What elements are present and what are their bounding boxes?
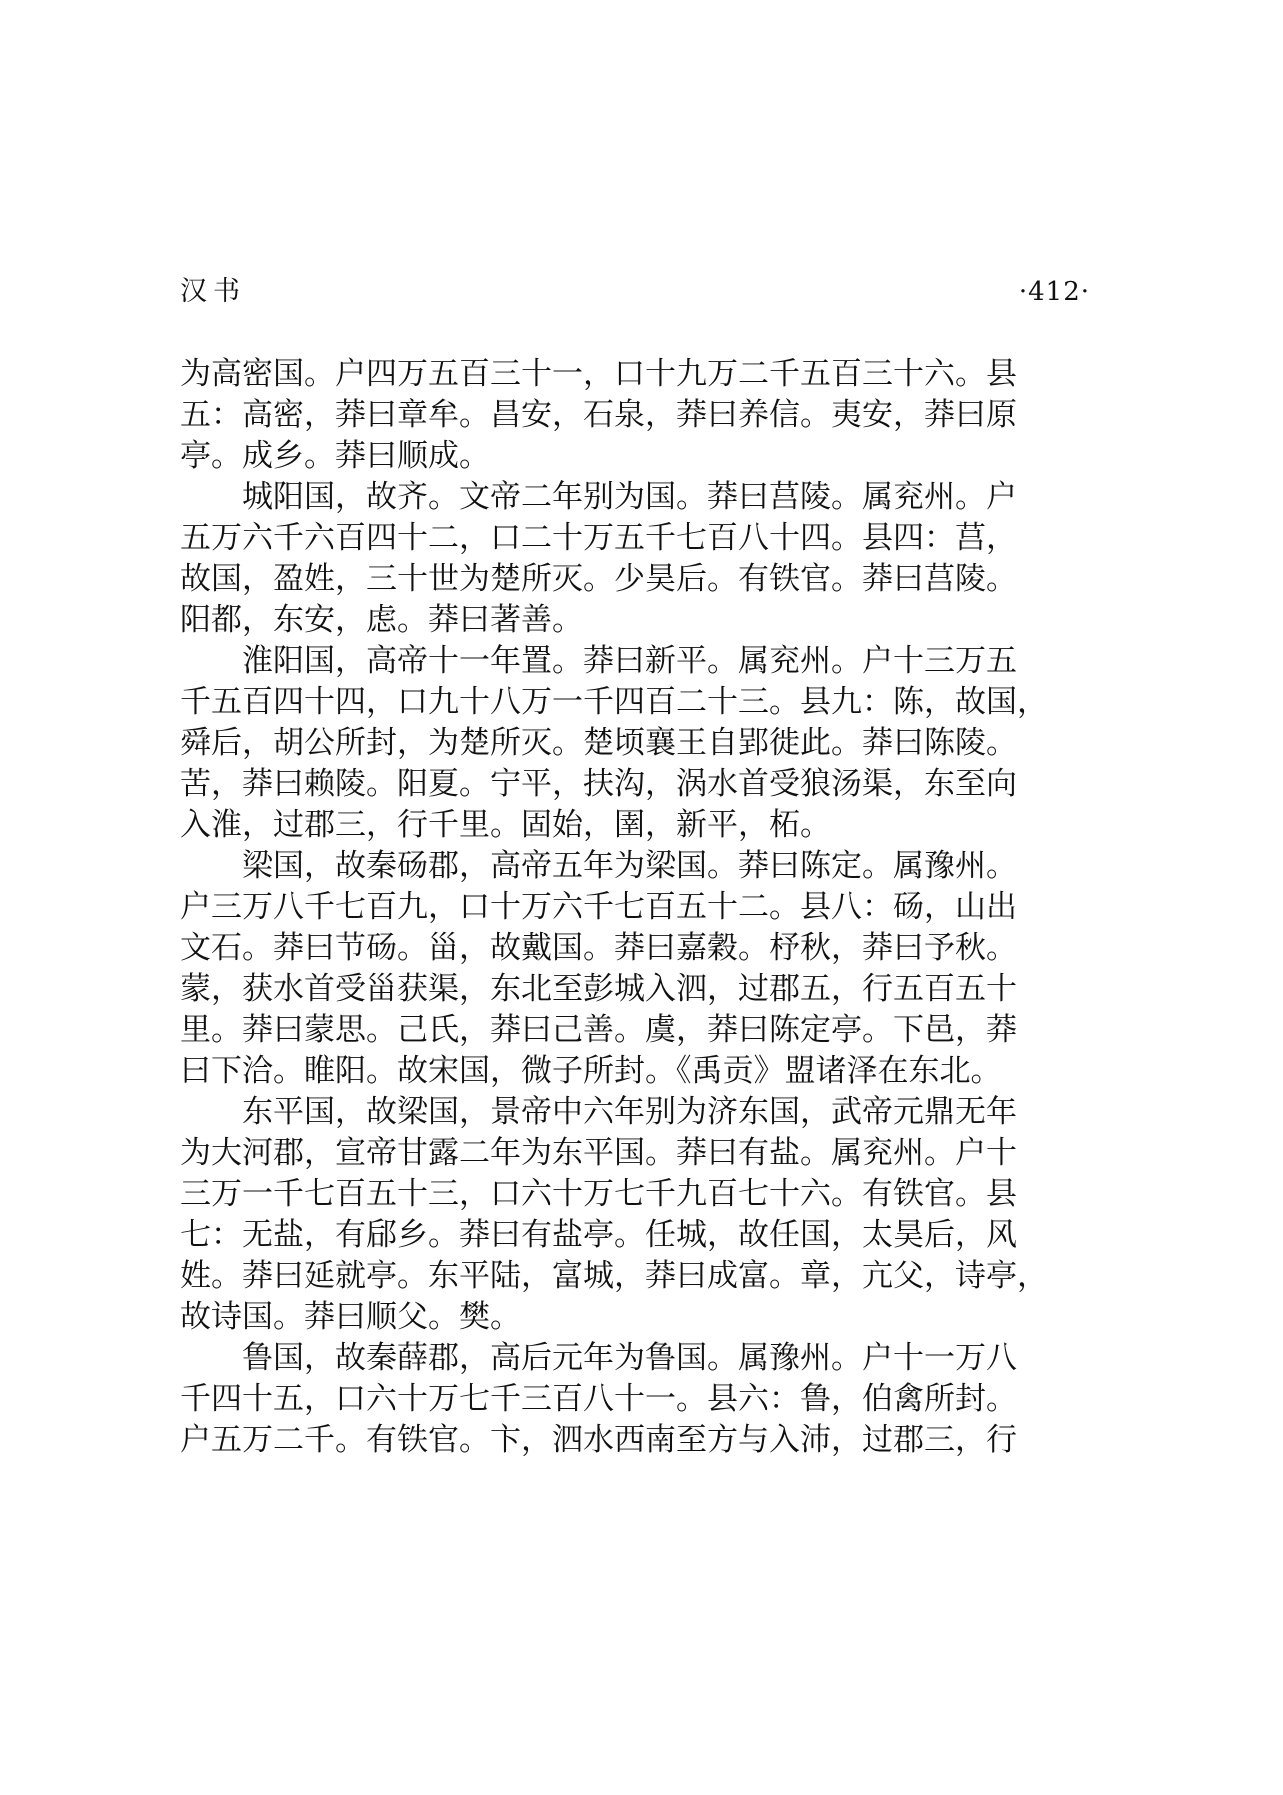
book-title: 汉书 <box>180 276 246 307</box>
page-number: ·412· <box>1018 277 1090 307</box>
text-line: 鲁国，故秦薛郡，高后元年为鲁国。属豫州。户十一万八 <box>180 1340 1017 1376</box>
text-line: 入淮，过郡三，行千里。固始，圉，新平，柘。 <box>180 807 831 843</box>
text-line: 阳都，东安，虑。莽曰著善。 <box>180 602 583 638</box>
text-line: 曰下洽。睢阳。故宋国，微子所封。《禹贡》盟诸泽在东北。 <box>180 1053 1002 1089</box>
text-line: 为大河郡，宣帝甘露二年为东平国。莽曰有盐。属兖州。户十 <box>180 1135 1017 1171</box>
text-line: 为高密国。户四万五百三十一，口十九万二千五百三十六。县 <box>180 356 1017 392</box>
text-line: 文石。莽曰节砀。甾，故戴国。莽曰嘉穀。杼秋，莽曰予秋。 <box>180 930 1017 966</box>
text-line: 亭。成乡。莽曰顺成。 <box>180 438 490 474</box>
text-line: 苦，莽曰赖陵。阳夏。宁平，扶沟，涡水首受狼汤渠，东至向 <box>180 766 1017 802</box>
text-line: 姓。莽曰延就亭。东平陆，富城，莽曰成富。章，亢父，诗亭， <box>180 1258 1048 1294</box>
text-line: 三万一千七百五十三，口六十万七千九百七十六。有铁官。县 <box>180 1176 1017 1212</box>
body-text <box>180 354 1100 1461</box>
text-line: 千五百四十四，口九十八万一千四百二十三。县九：陈，故国， <box>180 684 1048 720</box>
text-line: 故国，盈姓，三十世为楚所灭。少昊后。有铁官。莽曰莒陵。 <box>180 561 1017 597</box>
text-line: 舜后，胡公所封，为楚所灭。楚顷襄王自郢徙此。莽曰陈陵。 <box>180 725 1017 761</box>
text-line: 东平国，故梁国，景帝中六年别为济东国，武帝元鼎无年 <box>180 1094 1017 1130</box>
text-line: 户五万二千。有铁官。卞，泗水西南至方与入沛，过郡三，行 <box>180 1422 1017 1458</box>
text-line: 千四十五，口六十万七千三百八十一。县六：鲁，伯禽所封。 <box>180 1381 1017 1417</box>
text-line: 蒙，获水首受甾获渠，东北至彭城入泗，过郡五，行五百五十 <box>180 971 1017 1007</box>
text-line: 淮阳国，高帝十一年置。莽曰新平。属兖州。户十三万五 <box>180 643 1017 679</box>
text-line: 七：无盐，有郈乡。莽曰有盐亭。任城，故任国，太昊后，风 <box>180 1217 1017 1253</box>
text-line: 梁国，故秦砀郡，高帝五年为梁国。莽曰陈定。属豫州。 <box>180 848 1017 884</box>
text-line: 五：高密，莽曰章牟。昌安，石泉，莽曰养信。夷安，莽曰原 <box>180 397 1017 433</box>
text-line: 户三万八千七百九，口十万六千七百五十二。县八：砀，山出 <box>180 889 1017 925</box>
text-line: 城阳国，故齐。文帝二年别为国。莽曰莒陵。属兖州。户 <box>180 479 1017 515</box>
text-line: 五万六千六百四十二，口二十万五千七百八十四。县四：莒， <box>180 520 1017 556</box>
text-line: 里。莽曰蒙思。己氏，莽曰己善。虞，莽曰陈定亭。下邑，莽 <box>180 1012 1017 1048</box>
text-line: 故诗国。莽曰顺父。樊。 <box>180 1299 521 1335</box>
page-header <box>180 268 1090 316</box>
